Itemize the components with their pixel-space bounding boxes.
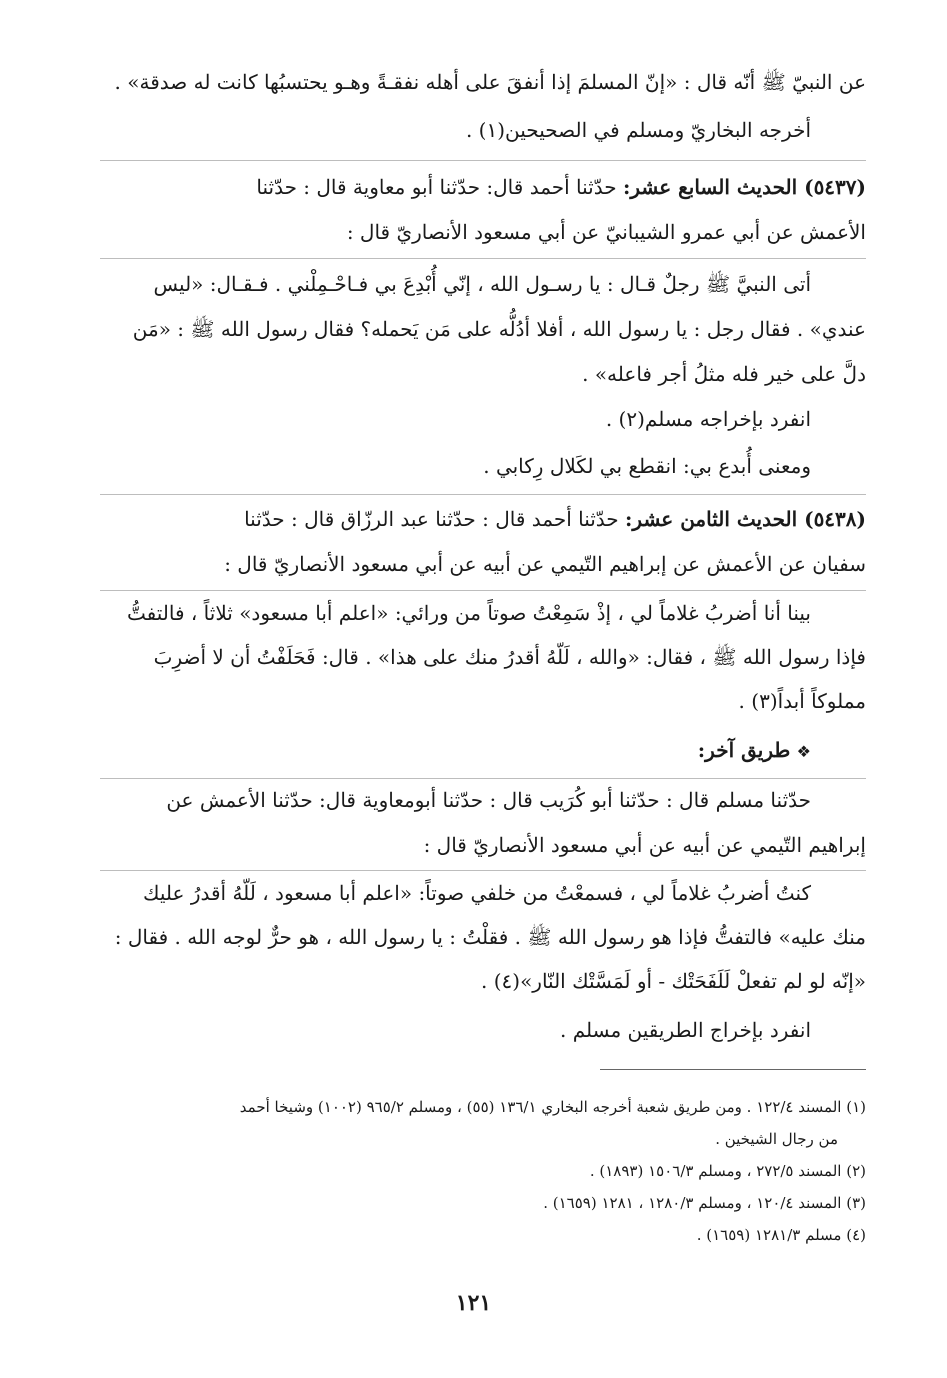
text-line: أخرجه البخاريّ ومسلم في الصحيحين(١) . bbox=[465, 118, 811, 142]
separator-line bbox=[100, 160, 866, 161]
text-line: سفيان عن الأعمش عن إبراهيم التّيمي عن أبيه عن أبي مسعود الأنصاريّ قال : bbox=[224, 552, 866, 576]
footnote-1-continued: من رجال الشيخين . bbox=[715, 1130, 838, 1148]
text-line: «إنّه لو لم تفعلْ لَلَفَحَتْك - أو لَمَسَّتْك النّار»(٤) . bbox=[480, 969, 866, 993]
hadith-18-header bbox=[100, 497, 866, 541]
another-way-heading bbox=[100, 728, 866, 774]
text-line: عن النبيّ ﷺ أنّه قال : «إنّ المسلمَ إذا أنفقَ على أهله نفقـةً وهـو يحتسبُها كانت له صدقة» . bbox=[114, 70, 866, 94]
hadith-17-header bbox=[100, 165, 866, 209]
text-line: انفرد بإخراج الطريقين مسلم . bbox=[559, 1018, 811, 1042]
text-line: حدّثنا مسلم قال : حدّثنا أبو كُرَيب قال : حدّثنا أبومعاوية قال: حدّثنا الأعمش عن bbox=[166, 788, 811, 812]
footnote-1: (١) المسند ١٢٢/٤ . ومن طريق شعبة أخرجه البخاري ١٣٦/١ (٥٥) ، ومسلم ٩٦٥/٢ (١٠٠٢) وشيخا أحمد bbox=[239, 1098, 866, 1116]
text-line: بينا أنا أضربُ غلاماً لي ، إذْ سَمِعْتُ صوتاً من ورائي: «اعلم أبا مسعود» ثلاثاً ، فالتفتُّ bbox=[126, 601, 811, 625]
text-line: منك عليه» فالتفتُّ فإذا هو رسول الله ﷺ . فقلْتُ : يا رسول الله ، هو حرٌّ لوجه الله . فقال : bbox=[114, 925, 866, 949]
page-number: ١٢١ bbox=[455, 1290, 492, 1316]
another-way-label: طريق آخر: bbox=[697, 738, 791, 762]
separator-line bbox=[100, 494, 866, 495]
hadith-18-label: (٥٤٣٨) الحديث الثامن عشر: bbox=[625, 507, 866, 531]
footnote-3: (٣) المسند ١٢٠/٤ ، ومسلم ١٢٨٠/٣ ، ١٢٨١ (١٦٥٩) . bbox=[543, 1194, 866, 1212]
text-line: الأعمش عن أبي عمرو الشيبانيّ عن أبي مسعود الأنصاريّ قال : bbox=[346, 220, 866, 244]
text-line: دلَّ على خير فله مثلُ أجر فاعله» . bbox=[582, 362, 866, 386]
text-line: أتى النبيَّ ﷺ رجلٌ قـال : يا رسـول الله ، إنّي أُبْدِعَ بي فـاحْـمِلْني . فـقـال: «ليس bbox=[153, 272, 811, 296]
hadith-17-chain: حدّثنا أحمد قال: حدّثنا أبو معاوية قال : حدّثنا bbox=[256, 175, 617, 199]
hadith-17-label: (٥٤٣٧) الحديث السابع عشر: bbox=[622, 175, 866, 199]
text-line: كنتُ أضربُ غلاماً لي ، فسمعْتُ من خلفي صوتاً: «اعلم أبا مسعود ، لَلّهُ أقدرُ عليك bbox=[143, 881, 811, 905]
footnote-4: (٤) مسلم ١٢٨١/٣ (١٦٥٩) . bbox=[696, 1226, 866, 1244]
text-line: عندي» . فقال رجل : يا رسول الله ، أفلا أدُلُّه على مَن يَحمله؟ فقال رسول الله ﷺ : «مَن bbox=[132, 317, 866, 341]
footnote-2: (٢) المسند ٢٧٢/٥ ، ومسلم ١٥٠٦/٣ (١٨٩٣) . bbox=[589, 1162, 866, 1180]
text-line: مملوكاً أبداً(٣) . bbox=[738, 689, 866, 713]
text-line: إبراهيم التّيمي عن أبيه عن أبي مسعود الأنصاريّ قال : bbox=[423, 833, 866, 857]
diamond-icon: ❖ bbox=[796, 742, 811, 761]
footnote-divider bbox=[600, 1069, 866, 1070]
text-line: فإذا رسول الله ﷺ ، فقال: «والله ، لَلّهُ أقدرُ منك على هذا» . قال: فَحَلَفْتُ أن لا أضرِبَ bbox=[153, 645, 866, 669]
text-line: انفرد بإخراجه مسلم(٢) . bbox=[605, 407, 811, 431]
separator-line bbox=[100, 258, 866, 259]
text-line: ومعنى أُبدع بي: انقطع بي لكَلال رِكابي . bbox=[483, 454, 811, 478]
hadith-18-chain: حدّثنا أحمد قال : حدّثنا عبد الرزّاق قال : حدّثنا bbox=[244, 507, 619, 531]
